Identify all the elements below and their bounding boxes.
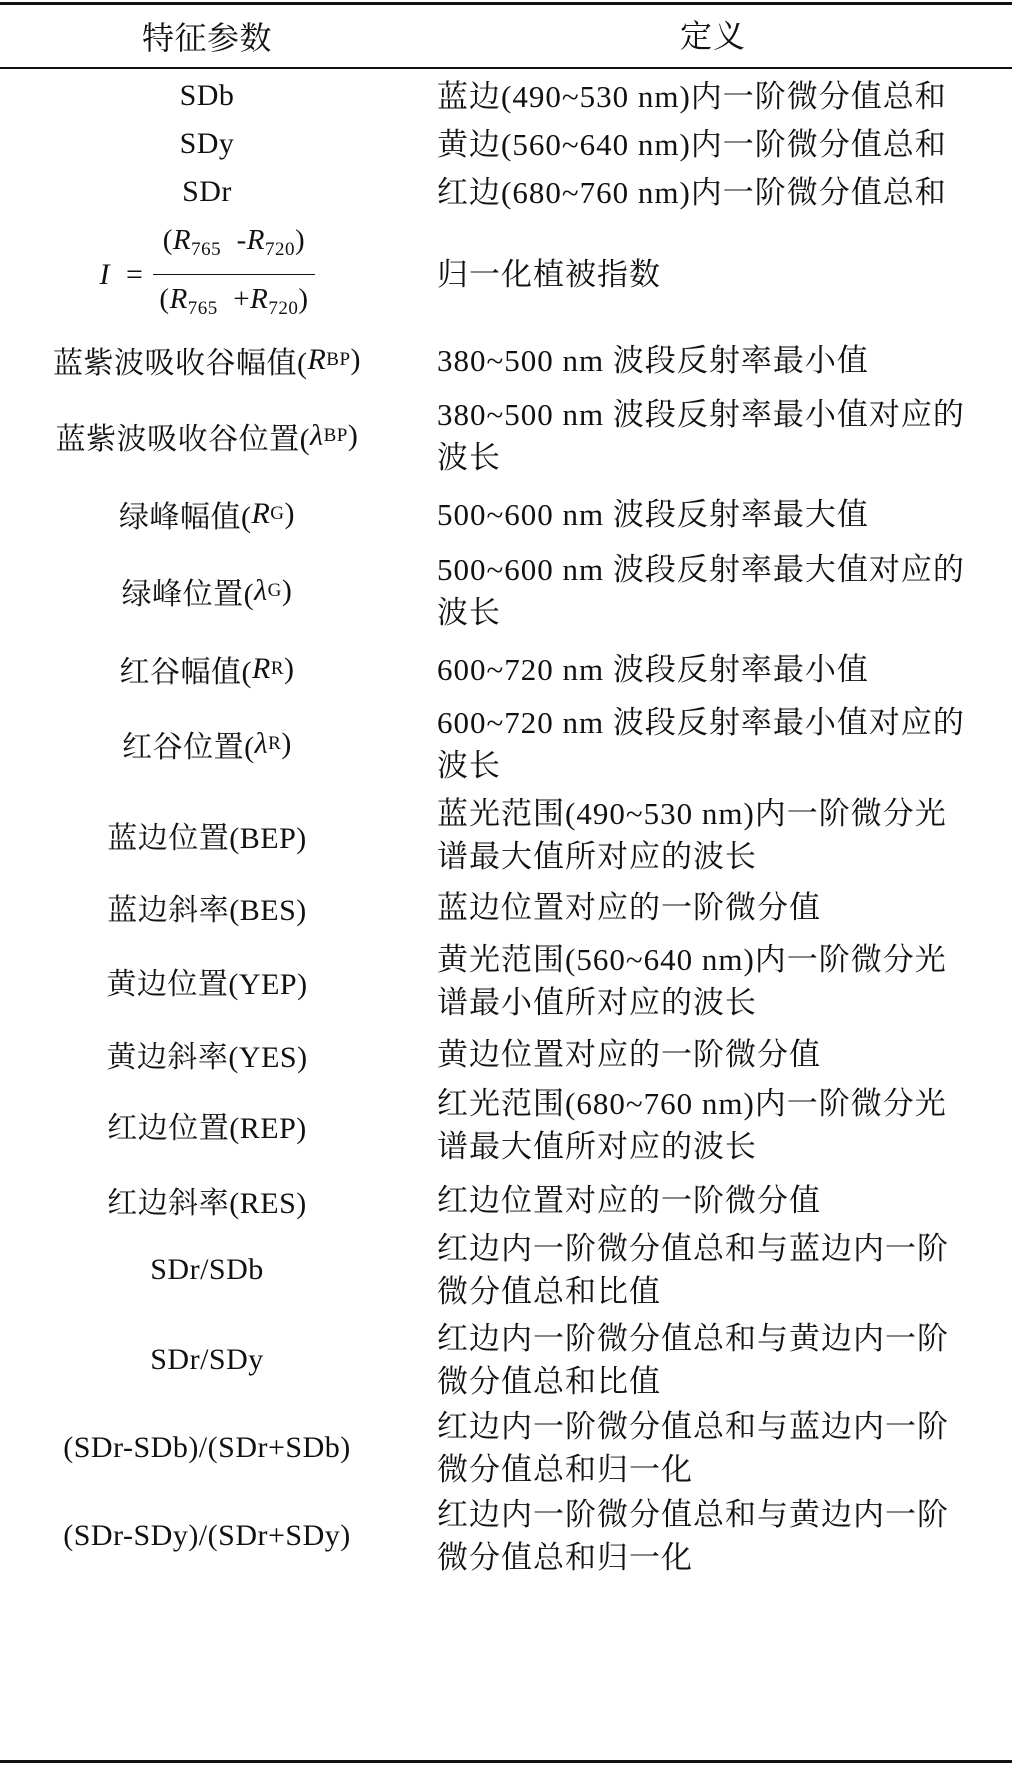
definition-line: 微分值总和归一化 (437, 1540, 693, 1575)
definition-cell (437, 392, 1002, 480)
param-cell: 蓝边位置(BEP) (107, 822, 307, 855)
param-cell: 红谷幅值( R R ) (119, 652, 295, 689)
param-cell: 黄边位置(YEP) (106, 968, 308, 1001)
table-row (0, 1316, 1012, 1404)
table-row (0, 482, 1012, 546)
param-cell: 黄边斜率(YES) (106, 1041, 308, 1074)
definition-cell (437, 1080, 1002, 1170)
definition-cell (437, 482, 1002, 546)
definition-line: 红边内一阶微分值总和与蓝边内一阶 (437, 1231, 949, 1266)
definition-line: 380~500 nm 波段反射率最小值 (437, 342, 869, 378)
definition-line: 380~500 nm 波段反射率最小值对应的 (437, 397, 965, 432)
definition-cell (437, 168, 1002, 216)
param-cell: I = $\frac{(R_{765} -R_{720})}{(R_{765} +R_{720})}$ (0, 222, 414, 327)
param-cell: 红边斜率(RES) (107, 1187, 307, 1220)
table-row (0, 1228, 1012, 1312)
param-cell: 绿峰幅值( R G ) (118, 497, 296, 534)
definition-cell (437, 1228, 1002, 1312)
definition-line: 红边(680~760 nm)内一阶微分值总和 (437, 174, 947, 210)
definition-line: 归一化植被指数 (437, 257, 661, 292)
param-cell: (SDr-SDb)/(SDr+SDb) (63, 1431, 351, 1464)
table-row (0, 392, 1012, 480)
table-row (0, 700, 1012, 788)
table-row (0, 222, 1012, 327)
definition-line: 600~720 nm 波段反射率最小值对应的 (437, 705, 965, 740)
param-cell: SDr/SDy (150, 1343, 264, 1376)
table-row (0, 880, 1012, 934)
param-cell: 红谷位置( λ R ) (122, 727, 292, 764)
definition-cell (437, 936, 1002, 1026)
definition-line: 波长 (437, 440, 501, 475)
table-bottom-rule (0, 1760, 1012, 1763)
definition-cell (437, 1028, 1002, 1080)
table-header (0, 5, 1012, 67)
definition-line: 蓝光范围(490~530 nm)内一阶微分光 (437, 796, 947, 831)
table-row (0, 1404, 1012, 1492)
definition-cell (437, 120, 1002, 168)
definition-line: 500~600 nm 波段反射率最大值对应的 (437, 552, 965, 587)
param-cell: SDr/SDb (150, 1253, 264, 1286)
column-header-definition: 定义 (679, 17, 746, 54)
param-cell: 蓝边斜率(BES) (107, 894, 307, 927)
table-row (0, 1080, 1012, 1170)
definition-line: 红边内一阶微分值总和与黄边内一阶 (437, 1321, 949, 1356)
definition-line: 黄光范围(560~640 nm)内一阶微分光 (437, 942, 947, 977)
definition-line: 红边位置对应的一阶微分值 (437, 1182, 821, 1218)
definition-cell (437, 1492, 1002, 1580)
param-cell: 蓝紫波吸收谷幅值( R BP ) (52, 343, 362, 380)
table-row (0, 638, 1012, 700)
definition-line: 微分值总和比值 (437, 1274, 661, 1309)
definition-cell (437, 792, 1002, 878)
param-cell: (SDr-SDy)/(SDr+SDy) (63, 1519, 351, 1552)
definition-cell (437, 1172, 1002, 1228)
table-row (0, 1172, 1012, 1228)
definition-cell (437, 1316, 1002, 1404)
definition-line: 红光范围(680~760 nm)内一阶微分光 (437, 1086, 947, 1121)
definition-line: 红边内一阶微分值总和与黄边内一阶 (437, 1497, 949, 1532)
table-row (0, 168, 1012, 216)
param-cell: SDr (182, 175, 232, 208)
table-row (0, 1028, 1012, 1080)
definition-cell (437, 880, 1002, 934)
table-header-rule (0, 67, 1012, 69)
definition-line: 500~600 nm 波段反射率最大值 (437, 496, 869, 532)
definition-cell (437, 330, 1002, 390)
definition-line: 蓝边(490~530 nm)内一阶微分值总和 (437, 78, 947, 114)
param-cell: 红边位置(REP) (107, 1112, 307, 1145)
definition-line: 谱最大值所对应的波长 (437, 1129, 757, 1164)
definition-line: 谱最小值所对应的波长 (437, 985, 757, 1020)
definition-cell (437, 222, 1002, 327)
param-cell: 蓝紫波吸收谷位置( λ BP ) (55, 419, 359, 456)
table-row (0, 1492, 1012, 1580)
definition-line: 波长 (437, 748, 501, 783)
table-row (0, 936, 1012, 1026)
table-row (0, 120, 1012, 168)
param-cell: SDy (179, 127, 235, 160)
definition-cell (437, 1404, 1002, 1492)
definition-line: 微分值总和比值 (437, 1364, 661, 1399)
table-row (0, 548, 1012, 634)
param-cell: 绿峰位置( λ G ) (121, 574, 293, 611)
definition-line: 蓝边位置对应的一阶微分值 (437, 889, 821, 925)
definition-line: 黄边(560~640 nm)内一阶微分值总和 (437, 126, 947, 162)
definition-cell (437, 638, 1002, 700)
definition-line: 黄边位置对应的一阶微分值 (437, 1036, 821, 1072)
definition-line: 600~720 nm 波段反射率最小值 (437, 651, 869, 687)
column-header-param: 特征参数 (141, 20, 272, 56)
definition-line: 谱最大值所对应的波长 (437, 839, 757, 874)
definition-line: 微分值总和归一化 (437, 1452, 693, 1487)
param-cell: SDb (179, 79, 235, 112)
definition-cell (437, 548, 1002, 634)
definition-cell (437, 72, 1002, 120)
table-row (0, 330, 1012, 390)
table-row (0, 72, 1012, 120)
table-row (0, 792, 1012, 878)
definition-cell (437, 700, 1002, 788)
definition-line: 红边内一阶微分值总和与蓝边内一阶 (437, 1409, 949, 1444)
definition-line: 波长 (437, 595, 501, 630)
